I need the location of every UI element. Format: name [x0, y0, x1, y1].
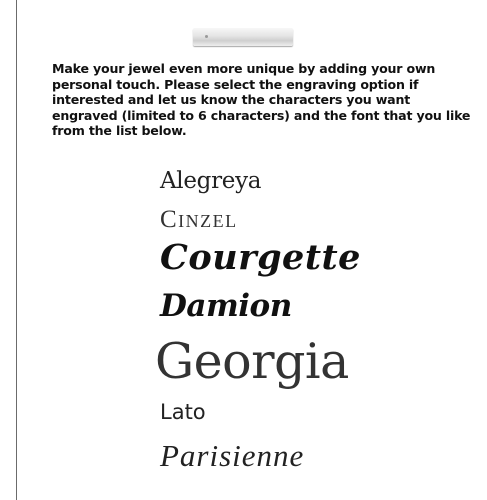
font-sample-cinzel: Cinzel [160, 206, 238, 233]
engraved-bar-pendant-image [193, 28, 293, 46]
font-sample-alegreya: Alegreya [160, 168, 262, 194]
font-sample-lato: Lato [160, 400, 206, 424]
engraving-instructions: Make your jewel even more unique by adding your own personal touch. Please select the engraving option if interested and let us know the characters you want engraved (limited to 6 characters) and the font that you like from the list below. [52, 61, 471, 138]
bar-pendant-hole [205, 35, 208, 38]
font-sample-damion: Damion [160, 288, 292, 324]
font-sample-parisienne: Parisienne [160, 438, 305, 473]
left-border-line [16, 0, 17, 500]
font-sample-georgia: Georgia [155, 333, 349, 390]
font-sample-courgette: Courgette [160, 237, 361, 278]
